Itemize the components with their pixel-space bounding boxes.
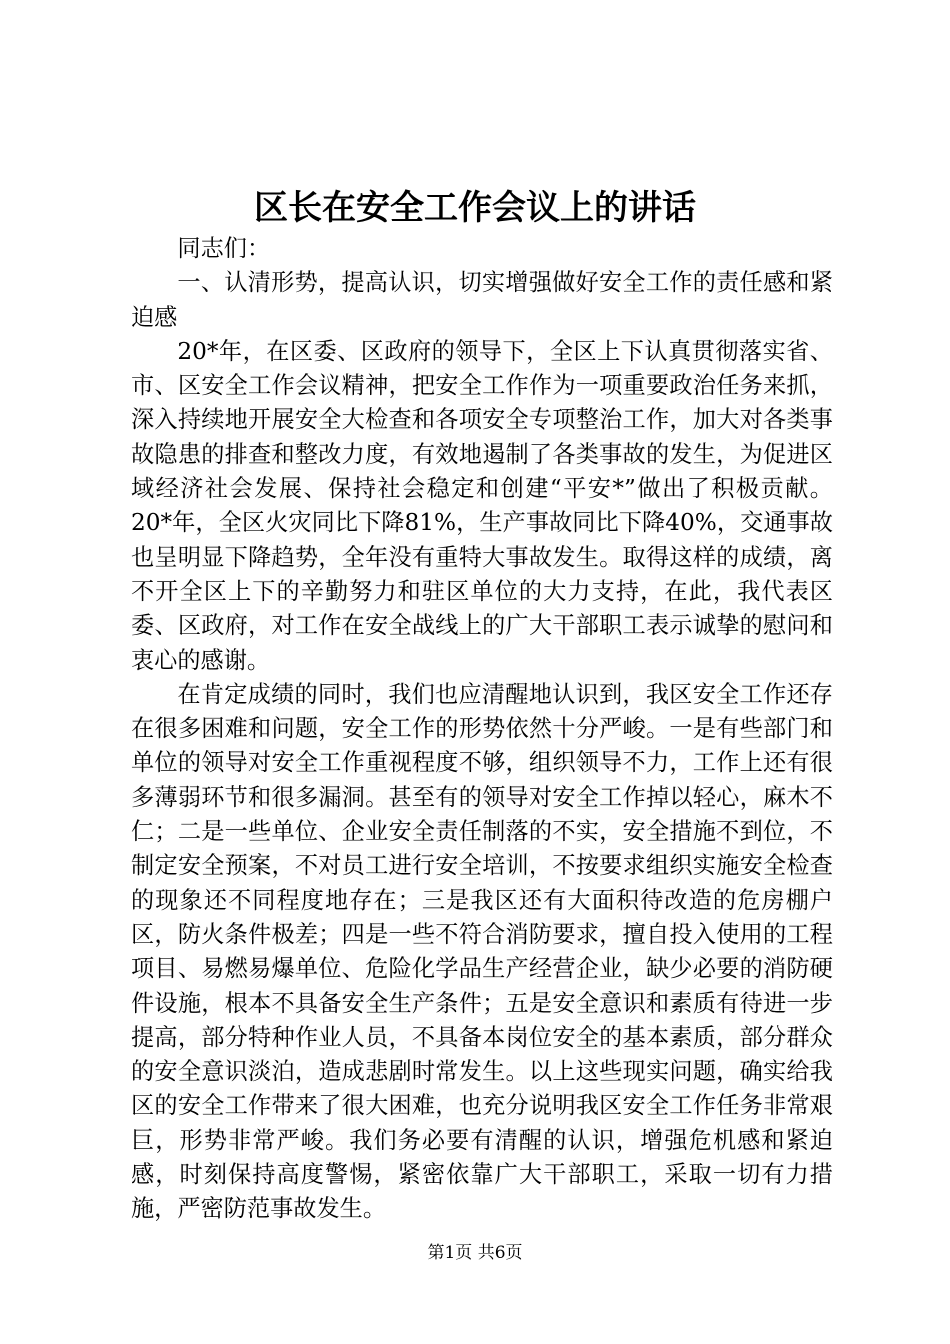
salutation: 同志们： <box>177 235 271 262</box>
body-paragraph: 20*年，在区委、区政府的领导下，全区上下认真贯彻落实省、市、区安全工作会议精神，把安全工作作为一项重要政治任务来抓，深入持续地开展安全大检查和各项安全专项整治工作，加大对各类事故隐患的排查和整改力度，有效地遏制了各类事故的发生，为促进区域经济社会发展、保持社会稳定和创建“平安*”做出了积极贡献。20*年，全区火灾同比下降81%，生产事故同比下降40%，交通事故也呈明显下降趋势，全年没有重特大事故发生。取得这样的成绩，离不开全区上下的辛勤努力和驻区单位的大力支持，在此，我代表区委、区政府，对工作在安全战线上的广大干部职工表示诚挚的慰问和衷心的感谢。 <box>131 337 833 674</box>
document-body <box>131 232 833 1227</box>
page-footer: 第1页 共6页 <box>427 1243 523 1263</box>
section-heading: 一、认清形势，提高认识，切实增强做好安全工作的责任感和紧迫感 <box>131 269 833 331</box>
document-title: 区长在安全工作会议上的讲话 <box>254 188 696 228</box>
body-paragraph: 在肯定成绩的同时，我们也应清醒地认识到，我区安全工作还存在很多困难和问题，安全工作的形势依然十分严峻。一是有些部门和单位的领导对安全工作重视程度不够，组织领导不力，工作上还有很多薄弱环节和很多漏洞。甚至有的领导对安全工作掉以轻心，麻木不仁；二是一些单位、企业安全责任制落的不实，安全措施不到位，不制定安全预案，不对员工进行安全培训，不按要求组织实施安全检查的现象还不同程度地存在；三是我区还有大面积待改造的危房棚户区，防火条件极差；四是一些不符合消防要求，擅自投入使用的工程项目、易燃易爆单位、危险化学品生产经营企业，缺少必要的消防硬件设施，根本不具备安全生产条件；五是安全意识和素质有待进一步提高，部分特种作业人员，不具备本岗位安全的基本素质，部分群众的安全意识淡泊，造成悲剧时常发生。以上这些现实问题，确实给我区的安全工作带来了很大困难，也充分说明我区安全工作任务非常艰巨，形势非常严峻。我们务必要有清醒的认识，增强危机感和紧迫感，时刻保持高度警惕，紧密依靠广大干部职工，采取一切有力措施，严密防范事故发生。 <box>131 680 833 1223</box>
